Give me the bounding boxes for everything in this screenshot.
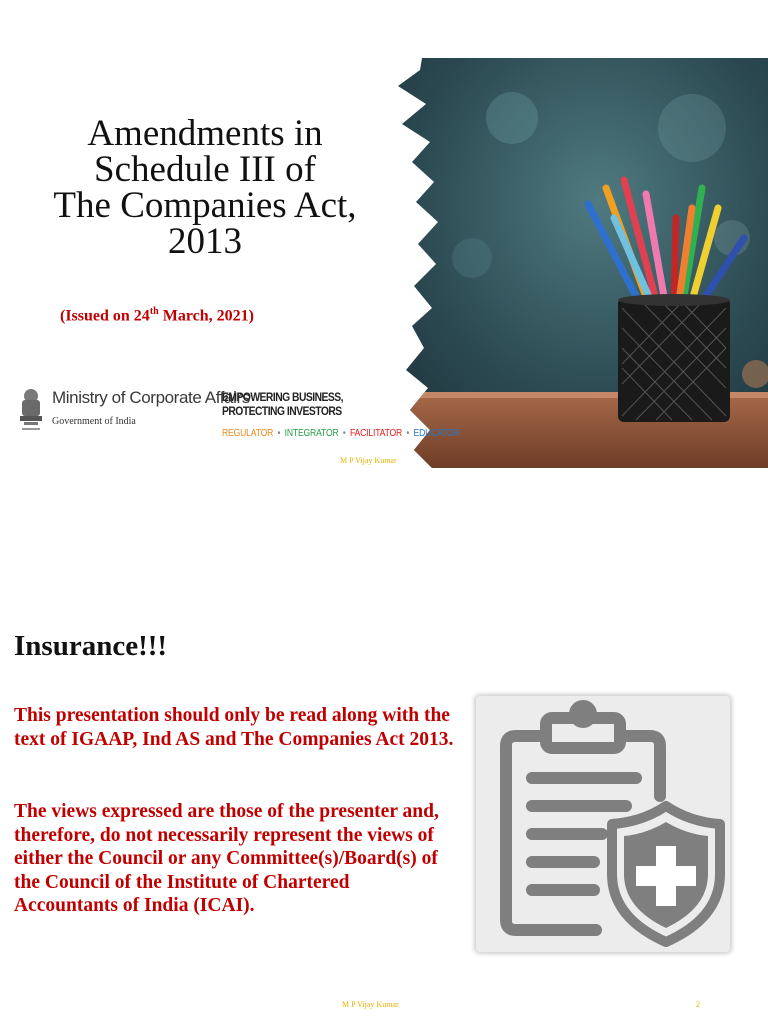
role-separator: • — [342, 428, 346, 439]
ministry-tagline: EMPOWERING BUSINESS, PROTECTING INVESTORS — [222, 390, 343, 418]
role-separator: • — [406, 428, 410, 439]
title-line-3: The Companies Act, — [53, 185, 357, 226]
disclaimer-paragraph-1: This presentation should only be read along with the text of IGAAP, Ind AS and The Companies Act 2013. — [14, 705, 454, 750]
title-slide — [0, 44, 768, 484]
slide-footer-author: M P Vijay Kumar — [340, 456, 397, 465]
title-line-2: Schedule III of — [94, 149, 316, 190]
mca-logo-banner — [16, 382, 460, 452]
clipboard-shield-icon — [476, 696, 730, 952]
page-number: 2 — [696, 1000, 700, 1009]
pencil-cup-photo — [392, 58, 768, 468]
ministry-roles — [222, 428, 460, 439]
slide-heading: Insurance!!! — [14, 630, 168, 662]
role-separator: • — [277, 428, 281, 439]
government-label: Government of India — [52, 416, 136, 427]
title-line-1: Amendments in — [87, 113, 323, 154]
issue-date-prefix: (Issued on 24 — [60, 307, 150, 325]
role-regulator: REGULATOR — [222, 428, 274, 439]
disclaimer-paragraph-2: The views expressed are those of the presenter and, therefore, do not necessarily represent the views of either the Council or any Committee(s)/Board(s) of the Council of the Institute of Chartered Accountants of India (ICAI). — [14, 801, 439, 916]
ministry-name: Ministry of Corporate Affairs — [52, 388, 250, 407]
national-emblem-icon — [16, 386, 46, 438]
role-educator: EDUCATOR — [413, 428, 460, 439]
issue-date-suffix: March, 2021) — [158, 307, 254, 325]
slide-title — [0, 113, 410, 262]
issue-date-sup: th — [149, 306, 159, 317]
disclaimer-slide — [0, 604, 768, 1024]
insurance-illustration — [476, 696, 730, 952]
title-line-4: 2013 — [168, 221, 242, 262]
role-integrator: INTEGRATOR — [284, 428, 339, 439]
issue-date — [60, 306, 320, 325]
slide-footer-author: M P Vijay Kumar — [342, 1000, 399, 1009]
role-facilitator: FACILITATOR — [349, 428, 403, 439]
